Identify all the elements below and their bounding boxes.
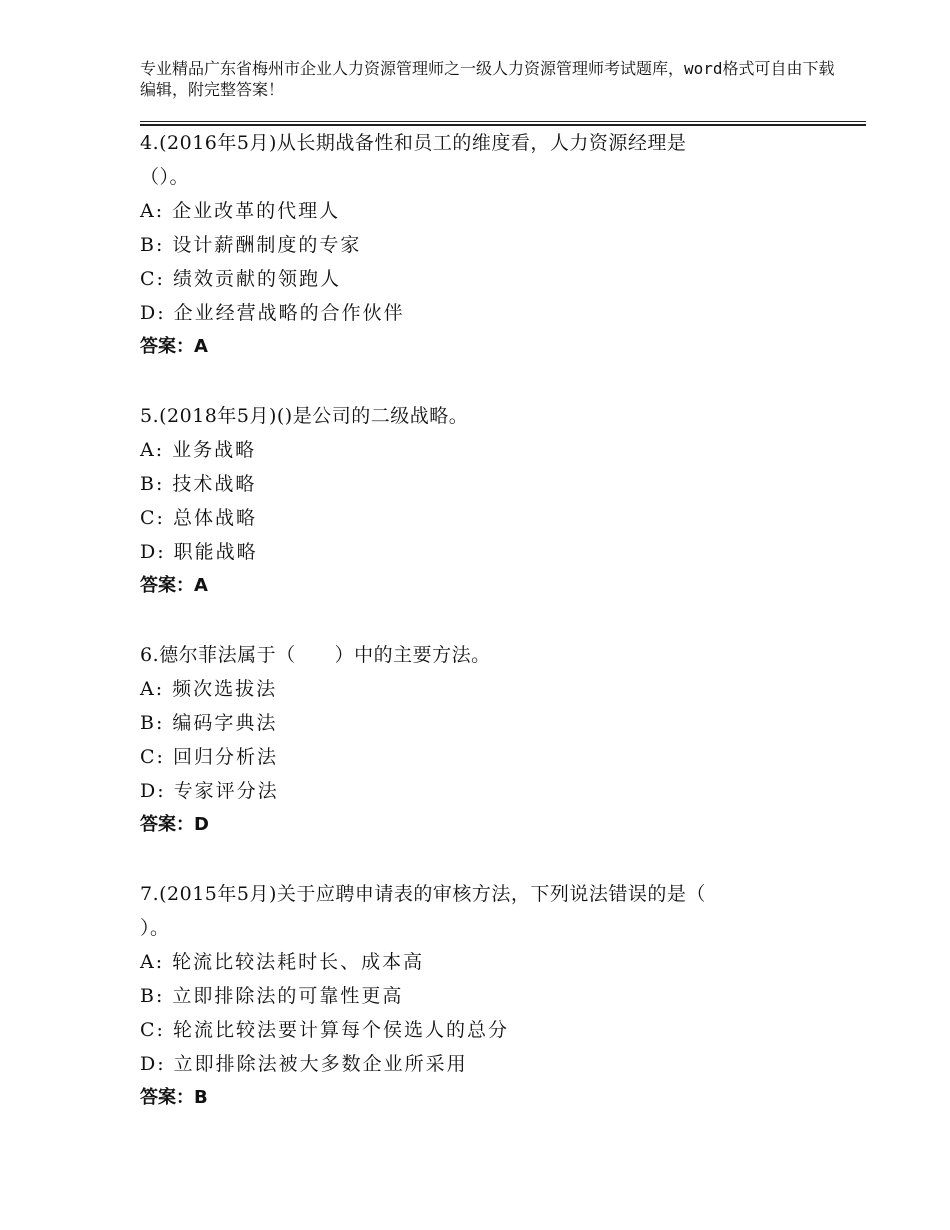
answer: 答案：A xyxy=(140,575,208,596)
question-5 xyxy=(140,399,840,603)
question-stem-continued: （）。 xyxy=(140,166,190,188)
question-stem: 5.(2018年5月)()是公司的二级战略。 xyxy=(140,405,469,427)
question-stem: 6.德尔菲法属于（ ）中的主要方法。 xyxy=(140,644,491,666)
option-c: C: 轮流比较法要计算每个侯选人的总分 xyxy=(140,1019,509,1041)
option-b: B: 设计薪酬制度的专家 xyxy=(140,234,362,256)
answer: 答案：A xyxy=(140,336,208,357)
option-d: D: 职能战略 xyxy=(140,541,258,563)
header-divider-thin xyxy=(140,121,866,122)
question-stem-continued: ）。 xyxy=(140,917,170,939)
header-text: 专业精品广东省梅州市企业人力资源管理师之一级人力资源管理师考试题库，word格式可自由下载编辑，附完整答案！ xyxy=(140,59,835,99)
question-6 xyxy=(140,638,840,842)
question-7 xyxy=(140,877,840,1115)
option-d: D: 立即排除法被大多数企业所采用 xyxy=(140,1053,468,1075)
option-b: B: 编码字典法 xyxy=(140,712,278,734)
option-a: A: 业务战略 xyxy=(140,439,257,461)
question-stem: 7.(2015年5月)关于应聘申请表的审核方法，下列说法错误的是（ xyxy=(140,883,706,905)
option-a: A: 轮流比较法耗时长、成本高 xyxy=(140,951,425,973)
option-b: B: 立即排除法的可靠性更高 xyxy=(140,985,404,1007)
option-c: C: 绩效贡献的领跑人 xyxy=(140,268,341,290)
option-c: C: 回归分析法 xyxy=(140,746,278,768)
option-c: C: 总体战略 xyxy=(140,507,257,529)
option-d: D: 专家评分法 xyxy=(140,780,279,802)
question-4 xyxy=(140,126,840,364)
answer: 答案：B xyxy=(140,1087,208,1108)
question-stem: 4.(2016年5月)从长期战备性和员工的维度看，人力资源经理是 xyxy=(140,132,687,154)
option-a: A: 企业改革的代理人 xyxy=(140,200,341,222)
option-b: B: 技术战略 xyxy=(140,473,257,495)
document-header xyxy=(140,58,840,100)
option-d: D: 企业经营战略的合作伙伴 xyxy=(140,302,405,324)
answer: 答案：D xyxy=(140,814,209,835)
option-a: A: 频次选拔法 xyxy=(140,678,278,700)
